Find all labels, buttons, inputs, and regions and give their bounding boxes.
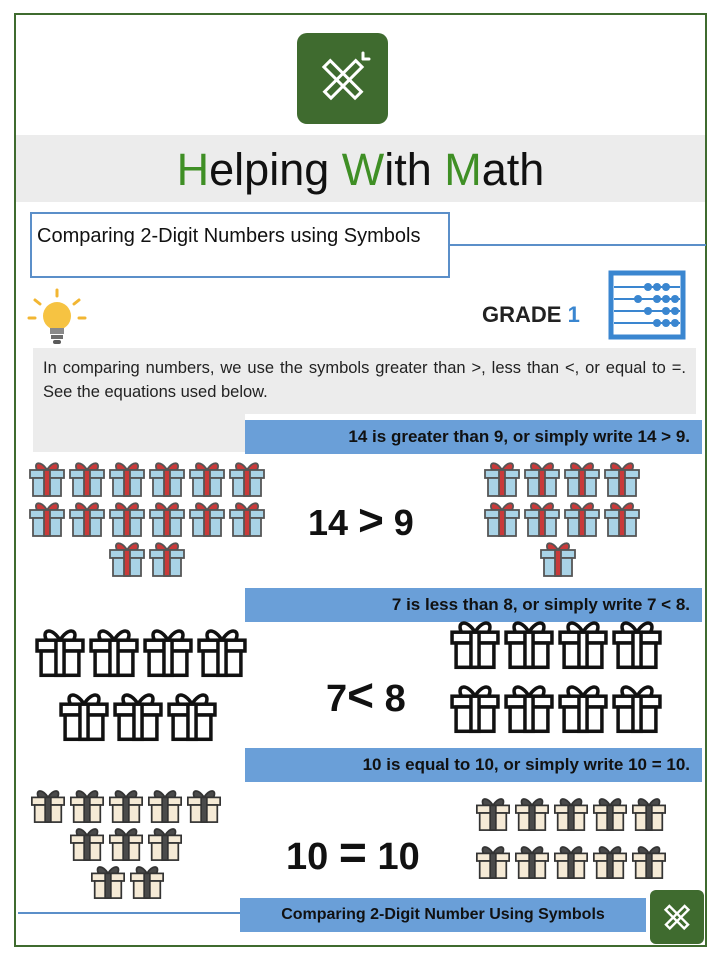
gift-icon [195, 624, 249, 678]
example-2-banner: 7 is less than 8, or simply write 7 < 8. [245, 588, 702, 622]
gift-icon [502, 680, 556, 734]
example-1-equation: 14 > 9 [308, 496, 414, 545]
gift-icon [68, 786, 106, 824]
gift-icon [27, 458, 67, 498]
example-2-equation: 7< 8 [326, 669, 406, 721]
gift-icon [513, 794, 551, 832]
pencil-ruler-logo-icon [297, 33, 388, 124]
gift-icon [556, 680, 610, 734]
worksheet-title: Comparing 2-Digit Numbers using Symbols [30, 212, 450, 278]
gift-icon [474, 842, 512, 880]
intro-text: In comparing numbers, we use the symbols greater than >, less than <, or equal to =. See the equations used below. [33, 348, 696, 414]
gift-icon [33, 624, 87, 678]
gift-icon [141, 624, 195, 678]
gift-icon [610, 680, 664, 734]
gift-icon [147, 498, 187, 538]
gift-icon [67, 498, 107, 538]
gift-icon [29, 786, 67, 824]
gift-icon [482, 458, 522, 498]
gift-icon [556, 616, 610, 670]
gift-icon [562, 458, 602, 498]
gift-icon [68, 824, 106, 862]
gift-icon [448, 680, 502, 734]
gift-icon [591, 794, 629, 832]
gift-icon [185, 786, 223, 824]
example-3-banner: 10 is equal to 10, or simply write 10 = 10. [245, 748, 702, 782]
example-1-banner: 14 is greater than 9, or simply write 14 > 9. [245, 420, 702, 454]
gift-icon [107, 498, 147, 538]
gift-icon [502, 616, 556, 670]
gift-icon [562, 498, 602, 538]
gift-icon [27, 498, 67, 538]
gift-icon [602, 498, 642, 538]
gift-icon [147, 538, 187, 578]
gift-icon [630, 842, 668, 880]
gift-icon [67, 458, 107, 498]
gift-icon [87, 624, 141, 678]
gift-icon [448, 616, 502, 670]
gift-icon [107, 824, 145, 862]
gift-icon [522, 458, 562, 498]
gift-icon [165, 688, 219, 742]
gift-icon [552, 842, 590, 880]
title-divider [450, 244, 706, 246]
gift-icon [107, 458, 147, 498]
gift-icon [522, 498, 562, 538]
gift-icon [107, 538, 147, 578]
gift-icon [630, 794, 668, 832]
brand-title: Helping With Math [176, 144, 545, 195]
gift-icon [602, 458, 642, 498]
gift-icon [89, 862, 127, 900]
gift-icon [513, 842, 551, 880]
example-3-equation: 10 = 10 [286, 827, 420, 880]
intro-panel-extension [33, 414, 245, 452]
pencil-ruler-logo-icon [650, 890, 704, 944]
gift-icon [107, 786, 145, 824]
grade-label: GRADE 1 [482, 302, 580, 327]
gift-icon [128, 862, 166, 900]
gift-icon [591, 842, 629, 880]
gift-icon [552, 794, 590, 832]
gift-icon [474, 794, 512, 832]
gift-icon [111, 688, 165, 742]
footer-divider [18, 912, 240, 914]
gift-icon [610, 616, 664, 670]
gift-icon [57, 688, 111, 742]
footer-label: Comparing 2-Digit Number Using Symbols [240, 898, 646, 932]
gift-icon [187, 458, 227, 498]
gift-icon [146, 824, 184, 862]
gift-icon [538, 538, 578, 578]
gift-icon [147, 458, 187, 498]
gift-icon [227, 498, 267, 538]
gift-icon [146, 786, 184, 824]
abacus-icon [608, 270, 686, 340]
gift-icon [482, 498, 522, 538]
gift-icon [187, 498, 227, 538]
lightbulb-icon [25, 286, 89, 350]
gift-icon [227, 458, 267, 498]
